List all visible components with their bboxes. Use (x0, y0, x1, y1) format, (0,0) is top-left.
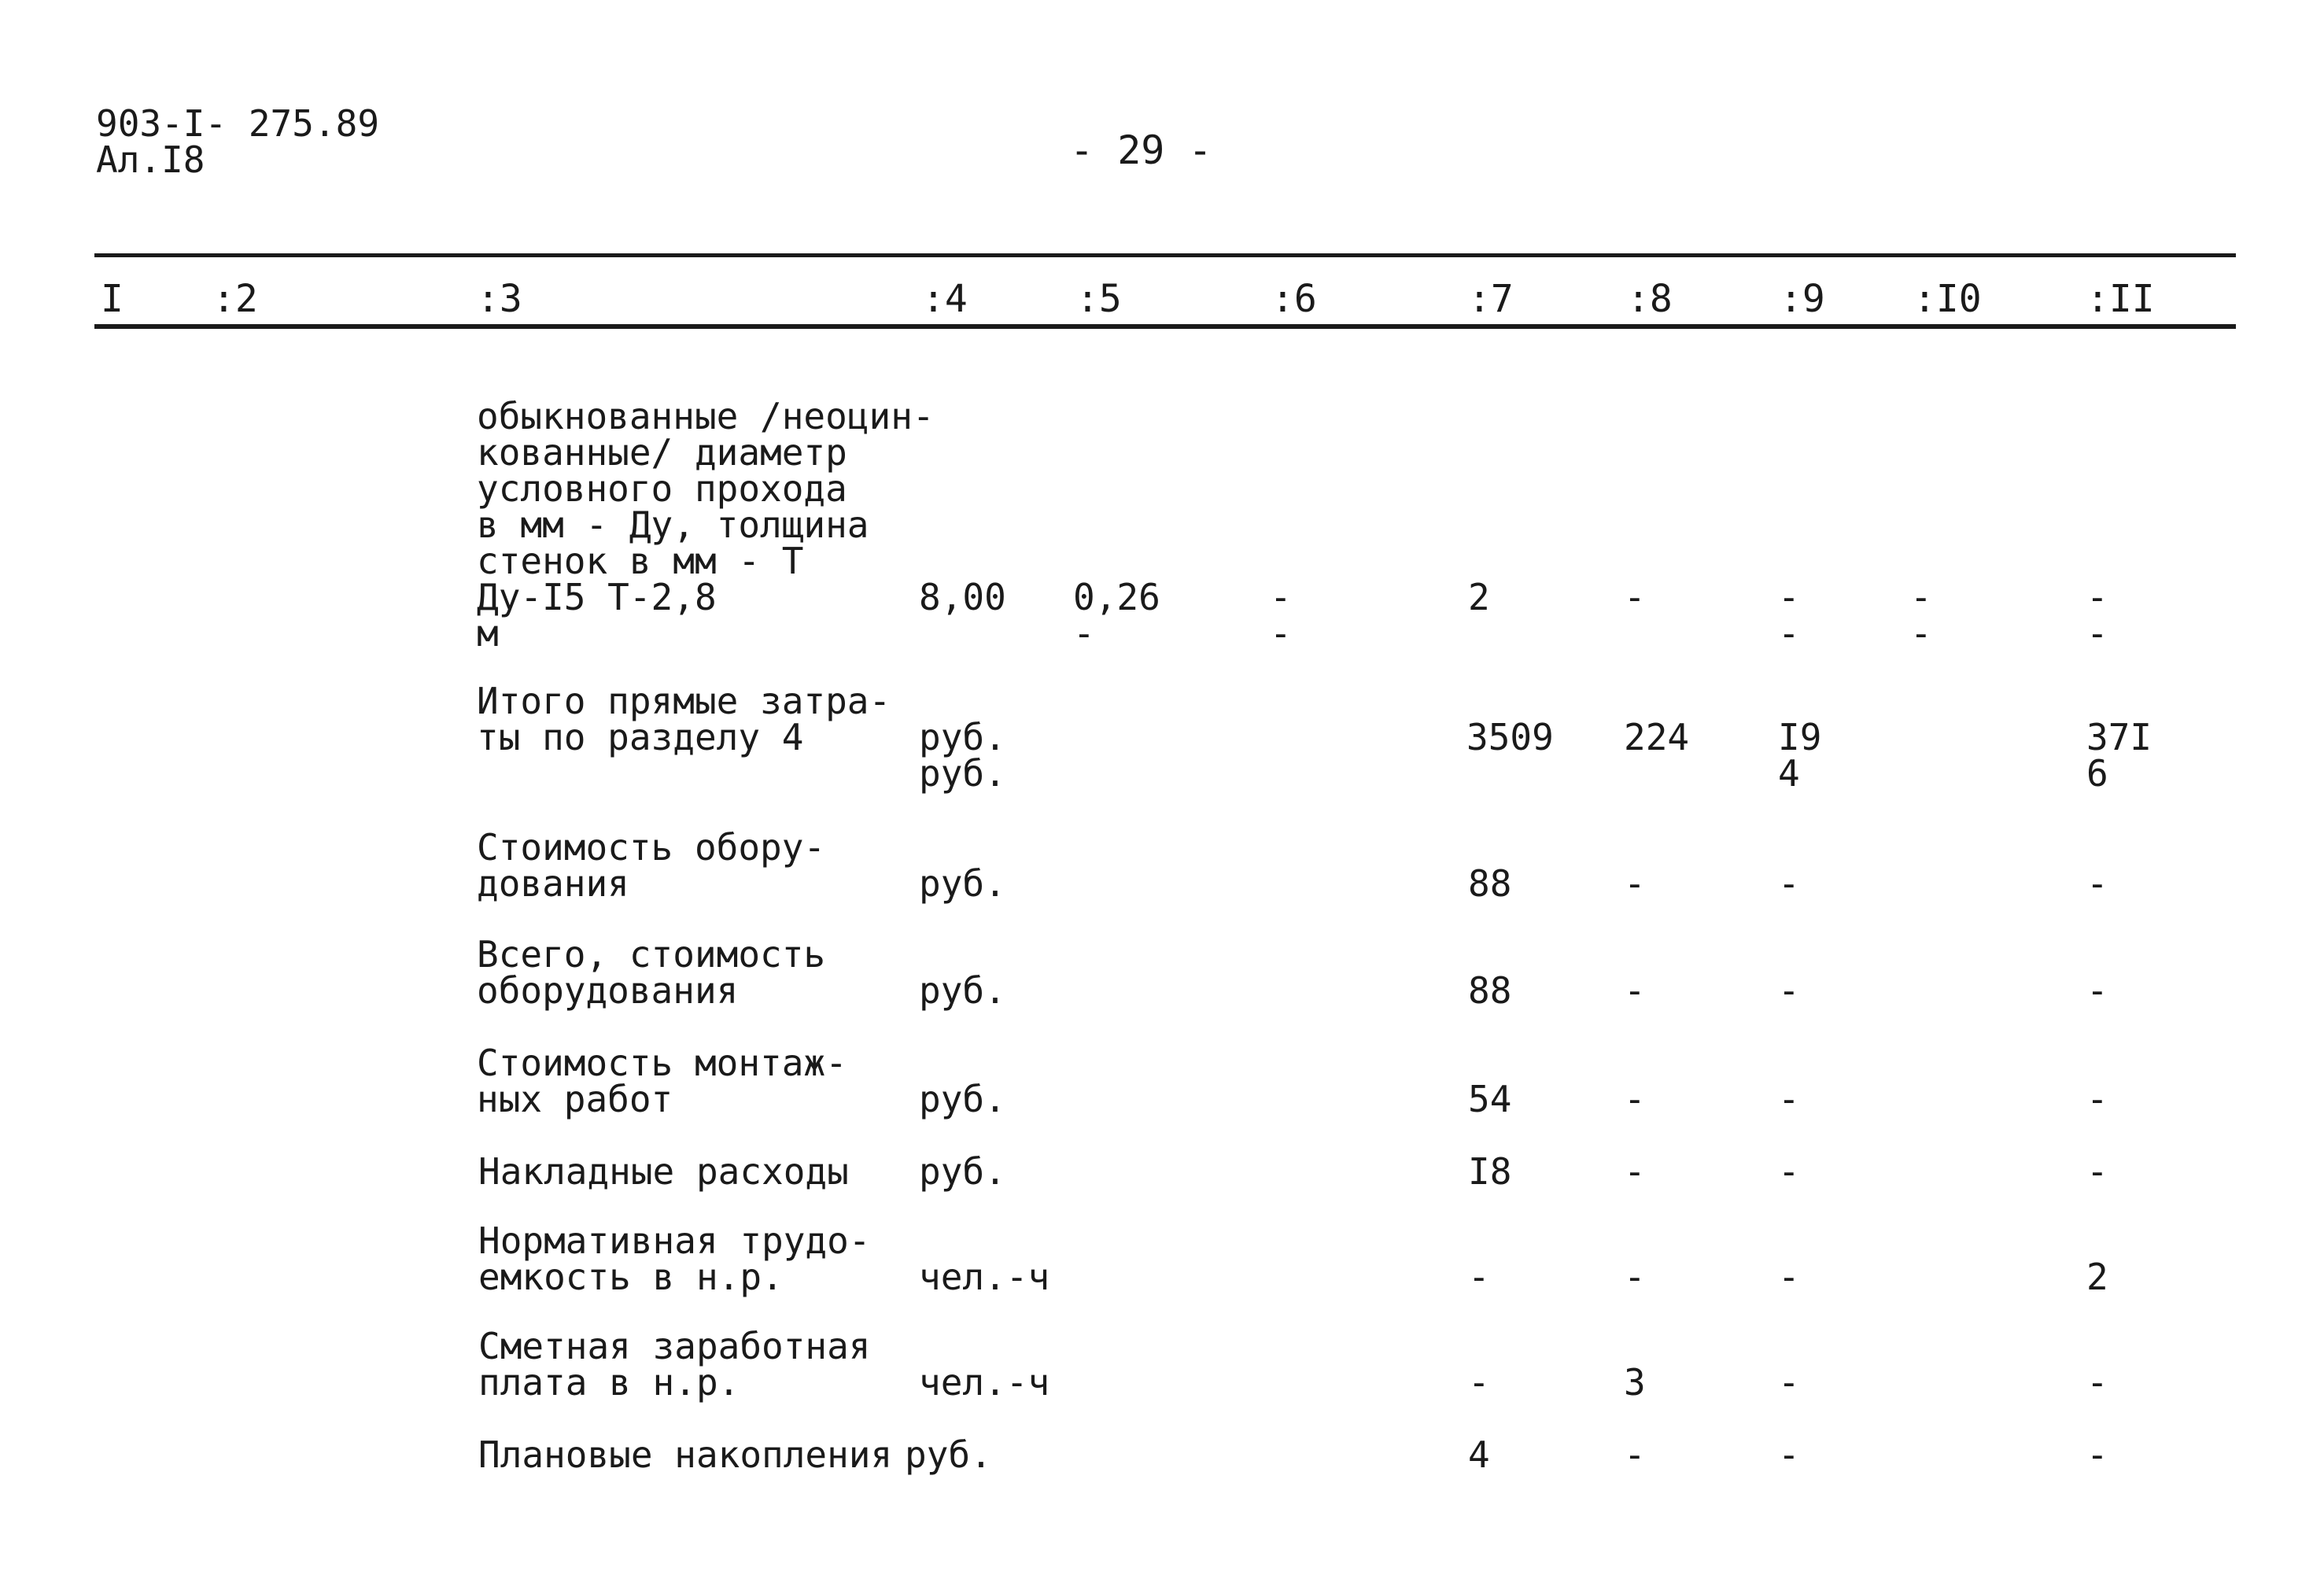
row-description: Стоимость монтаж- ных работ (477, 1042, 847, 1120)
column-number: :7 (1468, 277, 1514, 321)
value-cell: - (1624, 1433, 1646, 1476)
value-cell: I9 4 (1778, 716, 1822, 795)
value-cell: 224 (1624, 716, 1690, 758)
column-number: :I0 (1913, 277, 1982, 321)
unit-cell: руб. (919, 1150, 1006, 1193)
column-number: :9 (1780, 277, 1825, 321)
value-cell: - (1624, 1256, 1646, 1298)
column-number: :6 (1271, 277, 1317, 321)
column-number: :4 (922, 277, 968, 321)
row-description: Всего, стоимость оборудования (477, 933, 826, 1012)
value-cell: 2 (2086, 1256, 2108, 1298)
value-cell: 0,26 - (1073, 576, 1160, 655)
row-description: Накладные расходы (478, 1150, 849, 1193)
value-cell: - (1624, 969, 1646, 1012)
value-cell: - - (1778, 576, 1800, 655)
unit-cell: руб. (905, 1433, 992, 1476)
column-number: I (101, 277, 124, 321)
table-header-rule (94, 324, 2236, 329)
value-cell: - (2086, 862, 2108, 905)
value-cell: - (1778, 969, 1800, 1012)
value-cell: 37I 6 (2086, 716, 2152, 795)
row-description: обыкнованные /неоцин- кованные/ диаметр условного прохода в мм - Ду, толщина стенок в мм - Т Ду-I5 Т-2,8 м (477, 395, 935, 655)
value-cell: - - (2086, 576, 2108, 655)
value-cell: - (1778, 1433, 1800, 1476)
row-description: Стоимость обору- дования (477, 826, 826, 905)
column-number: :2 (212, 277, 258, 321)
row-description: Итого прямые затра- ты по разделу 4 (477, 680, 891, 758)
unit-cell: руб. (919, 862, 1006, 905)
value-cell: - (1468, 1256, 1490, 1298)
value-cell: 2 (1468, 576, 1490, 618)
page-number: - 29 - (1070, 127, 1212, 173)
row-description: Нормативная трудо- емкость в н.р. (478, 1219, 871, 1298)
value-cell: - (1778, 1150, 1800, 1193)
value-cell: - (2086, 1361, 2108, 1404)
table-top-rule (94, 253, 2236, 257)
column-number: :II (2086, 277, 2155, 321)
column-number: :3 (477, 277, 522, 321)
column-number: :5 (1076, 277, 1122, 321)
sheet-number: Ал.I8 (96, 138, 205, 181)
value-cell: 88 (1468, 969, 1512, 1012)
value-cell: I8 (1468, 1150, 1512, 1193)
value-cell: - (1624, 576, 1646, 618)
unit-cell: руб. руб. (919, 716, 1006, 795)
value-cell: 3 (1624, 1361, 1646, 1404)
unit-cell: чел.-ч (919, 1256, 1050, 1298)
value-cell: - (1624, 1150, 1646, 1193)
value-cell: - - (1270, 576, 1292, 655)
value-cell: 3509 (1466, 716, 1554, 758)
unit-cell: руб. (919, 1078, 1006, 1120)
row-description: Плановые накопления (478, 1433, 893, 1476)
value-cell: - (2086, 1433, 2108, 1476)
unit-cell: чел.-ч (919, 1361, 1050, 1404)
value-cell: - (1624, 1078, 1646, 1120)
unit-cell: руб. (919, 969, 1006, 1012)
value-cell: 88 (1468, 862, 1512, 905)
value-cell: - (2086, 1150, 2108, 1193)
value-cell: - (1778, 862, 1800, 905)
value-cell: 4 (1468, 1433, 1490, 1476)
unit-cell: 8,00 (919, 576, 1006, 618)
value-cell: - (1778, 1361, 1800, 1404)
column-number: :8 (1627, 277, 1673, 321)
value-cell: - (2086, 1078, 2108, 1120)
value-cell: - (1778, 1256, 1800, 1298)
value-cell: - (1624, 862, 1646, 905)
value-cell: - - (1910, 576, 1932, 655)
value-cell: - (1778, 1078, 1800, 1120)
document-code: 903-I- 275.89 (96, 102, 380, 145)
value-cell: 54 (1468, 1078, 1512, 1120)
value-cell: - (1468, 1361, 1490, 1404)
value-cell: - (2086, 969, 2108, 1012)
row-description: Сметная заработная плата в н.р. (478, 1325, 871, 1404)
